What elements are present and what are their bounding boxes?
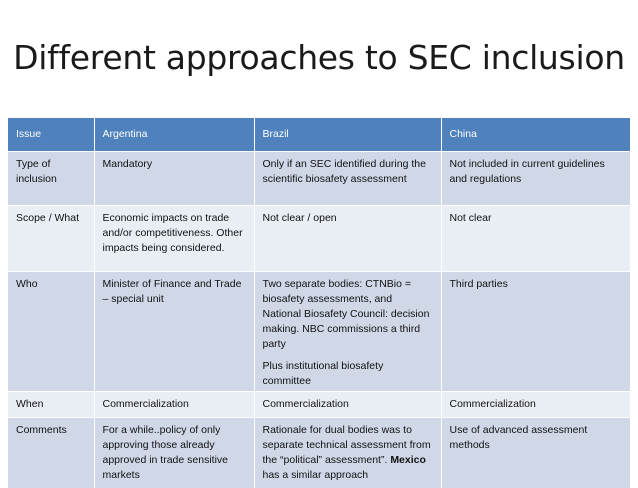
brazil-comment-tail: has a similar approach	[262, 469, 369, 481]
cell-argentina: Economic impacts on trade and/or competitiveness. Other impacts being considered.	[94, 206, 254, 272]
cell-china: Commercialization	[441, 392, 630, 418]
cell-argentina: Minister of Finance and Trade – special unit	[94, 272, 254, 392]
cell-argentina: Commercialization	[94, 392, 254, 418]
slide-title: Different approaches to SEC inclusion	[13, 38, 625, 77]
header-argentina: Argentina	[94, 118, 254, 152]
table-row	[8, 392, 630, 418]
cell-brazil: Commercialization	[254, 392, 441, 418]
cell-issue: Who	[8, 272, 94, 392]
cell-brazil: Only if an SEC identified during the scientific biosafety assessment	[254, 152, 441, 206]
table-row	[8, 152, 630, 206]
header-brazil: Brazil	[254, 118, 441, 152]
cell-issue: Type of inclusion	[8, 152, 94, 206]
cell-brazil	[254, 418, 441, 488]
cell-china: Use of advanced assessment methods	[441, 418, 630, 488]
header-china: China	[441, 118, 630, 152]
table-row	[8, 206, 630, 272]
header-issue: Issue	[8, 118, 94, 152]
cell-issue: When	[8, 392, 94, 418]
table-header-row	[8, 118, 630, 152]
brazil-who-text: Two separate bodies: CTNBio = biosafety assessments, and National Biosafety Council: decision making. NBC commissions a third party	[262, 278, 430, 350]
cell-brazil	[254, 272, 441, 392]
cell-china: Not clear	[441, 206, 630, 272]
brazil-comment-text: Rationale for dual bodies was to separate technical assessment from the “political” assessment”.	[262, 424, 431, 466]
cell-argentina: Mandatory	[94, 152, 254, 206]
table-row	[8, 418, 630, 488]
brazil-who-note: Plus institutional biosafety committee	[262, 360, 384, 387]
cell-china: Not included in current guidelines and regulations	[441, 152, 630, 206]
sec-inclusion-table	[8, 118, 631, 488]
cell-brazil: Not clear / open	[254, 206, 441, 272]
cell-china: Third parties	[441, 272, 630, 392]
brazil-comment-mexico: Mexico	[390, 454, 426, 466]
cell-argentina: For a while..policy of only approving those already approved in trade sensitive markets	[94, 418, 254, 488]
table-row	[8, 272, 630, 392]
cell-issue: Comments	[8, 418, 94, 488]
cell-issue: Scope / What	[8, 206, 94, 272]
